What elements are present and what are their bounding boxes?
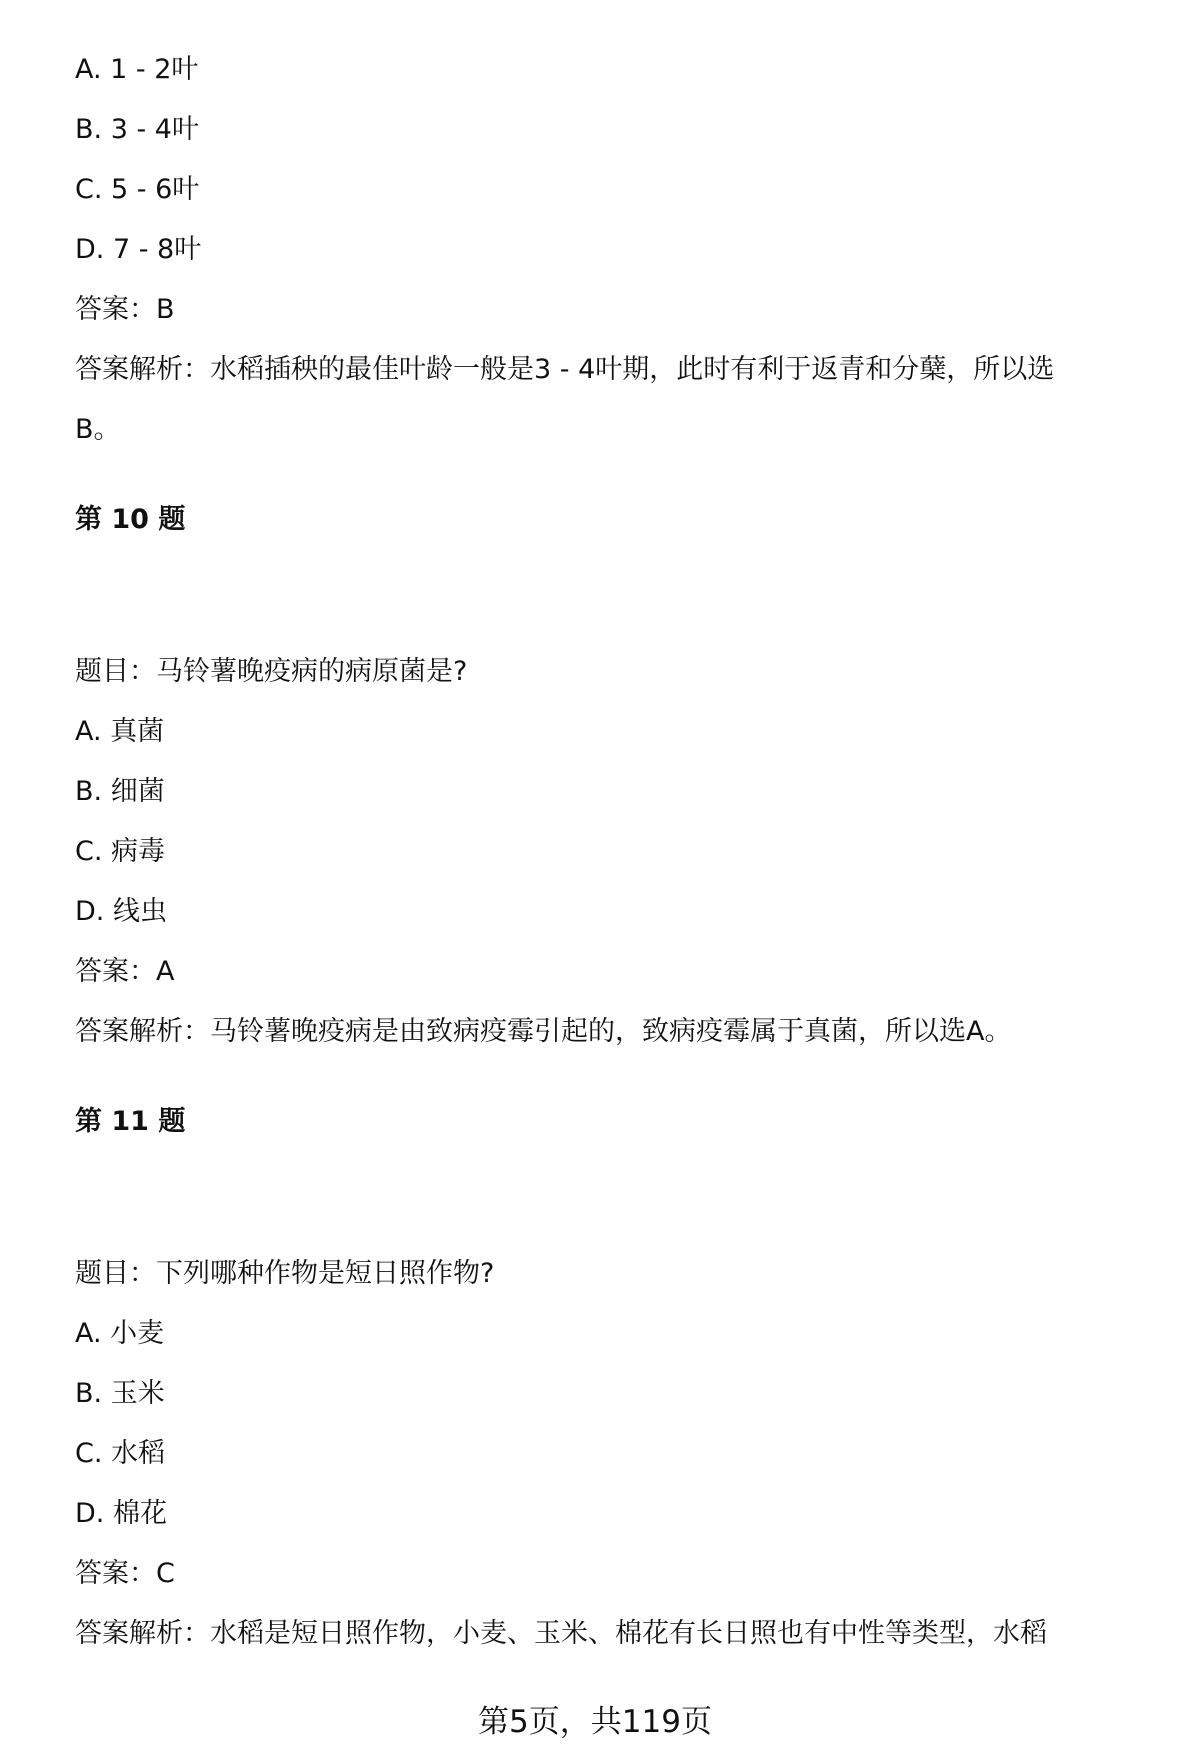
- q11-answer: 答案：C: [75, 1558, 175, 1589]
- q11-option-c: C. 水稻: [75, 1438, 166, 1469]
- q11-heading: 第 11 题: [75, 1106, 186, 1137]
- q9-option-c: C. 5 - 6叶: [75, 174, 200, 205]
- q11-option-d: D. 棉花: [75, 1498, 167, 1529]
- q10-analysis: 答案解析：马铃薯晚疫病是由致病疫霉引起的，致病疫霉属于真菌，所以选A。: [75, 1016, 1012, 1047]
- q9-analysis-line-1: 答案解析：水稻插秧的最佳叶龄一般是3 - 4叶期，此时有利于返青和分蘖，所以选: [75, 354, 1055, 385]
- page-number: 第5页，共119页: [478, 1704, 712, 1740]
- q9-answer: 答案：B: [75, 294, 175, 325]
- q11-option-a: A. 小麦: [75, 1318, 165, 1349]
- q10-answer: 答案：A: [75, 956, 175, 987]
- q9-option-a: A. 1 - 2叶: [75, 54, 199, 85]
- q9-option-b: B. 3 - 4叶: [75, 114, 199, 145]
- q10-option-d: D. 线虫: [75, 896, 167, 927]
- q11-option-b: B. 玉米: [75, 1378, 165, 1409]
- q10-option-b: B. 细菌: [75, 776, 165, 807]
- q10-question: 题目：马铃薯晚疫病的病原菌是?: [75, 656, 468, 687]
- q10-option-c: C. 病毒: [75, 836, 166, 867]
- q10-heading: 第 10 题: [75, 504, 186, 535]
- q11-question: 题目：下列哪种作物是短日照作物?: [75, 1258, 495, 1289]
- q9-option-d: D. 7 - 8叶: [75, 234, 202, 265]
- q10-option-a: A. 真菌: [75, 716, 165, 747]
- q9-analysis-line-2: B。: [75, 414, 121, 445]
- q11-analysis: 答案解析：水稻是短日照作物，小麦、玉米、棉花有长日照也有中性等类型，水稻: [75, 1618, 1047, 1649]
